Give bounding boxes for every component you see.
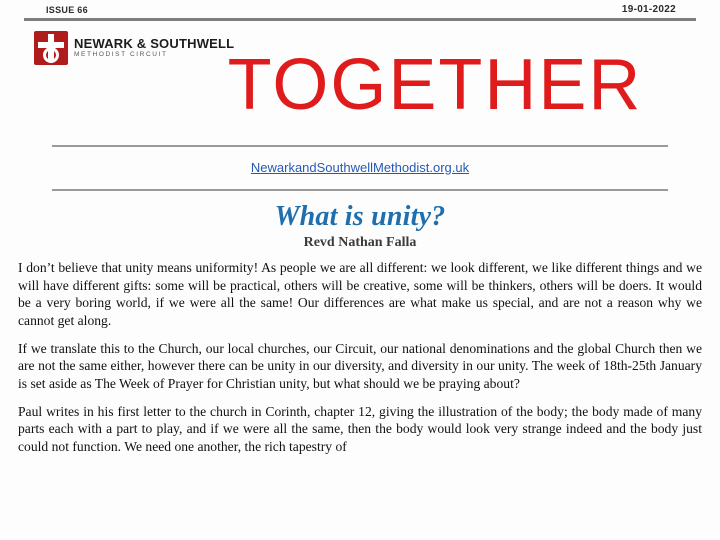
circuit-subtitle: METHODIST CIRCUIT: [74, 50, 168, 58]
article-title: What is unity?: [274, 201, 446, 232]
meta-bar: [10, 0, 710, 17]
masthead-divider: [52, 145, 668, 147]
issue-number: ISSUE 66: [46, 5, 88, 15]
publication-wordmark: TOGETHER: [227, 45, 643, 125]
article-body: [18, 259, 702, 456]
article-paragraph-1: I don’t believe that unity means uniformity! As people we are all different: we look different, we like different things and we will have different gifts: some will be practical, others will be creative, some will be thinkers, others will be doers. It would be a very boring world, if we were all the same! Our differences are what make us special, and are not a reason why we cannot get along.: [18, 260, 702, 329]
article-byline: Revd Nathan Falla: [303, 235, 417, 250]
issue-date: 19-01-2022: [621, 4, 676, 15]
article-paragraph-2: If we translate this to the Church, our local churches, our Circuit, our national denominations and the global Church then we are not the same either, however there can be unity in our diversity, and diversity in our unity. The week of 18th-25th January is set aside as The Week of Prayer for Christian unity, but what should we be praying about?: [18, 340, 702, 392]
website-link[interactable]: NewarkandSouthwellMethodist.org.uk: [250, 160, 470, 175]
logo-ring-icon: [43, 47, 59, 63]
circuit-name: NEWARK & SOUTHWELL: [74, 36, 235, 52]
website-line: [10, 159, 710, 177]
article-paragraph-3: Paul writes in his first letter to the church in Corinth, chapter 12, giving the illustration of the body; the body made of many parts each with a part to play, and if we were all the same, then the body would look very strange indeed and the body just could not function. We need one another, the rich tapestry of: [18, 403, 702, 455]
lead-article: [18, 201, 702, 456]
methodist-cross-icon: [34, 31, 68, 65]
masthead: [24, 21, 696, 139]
website-divider: [52, 189, 668, 191]
